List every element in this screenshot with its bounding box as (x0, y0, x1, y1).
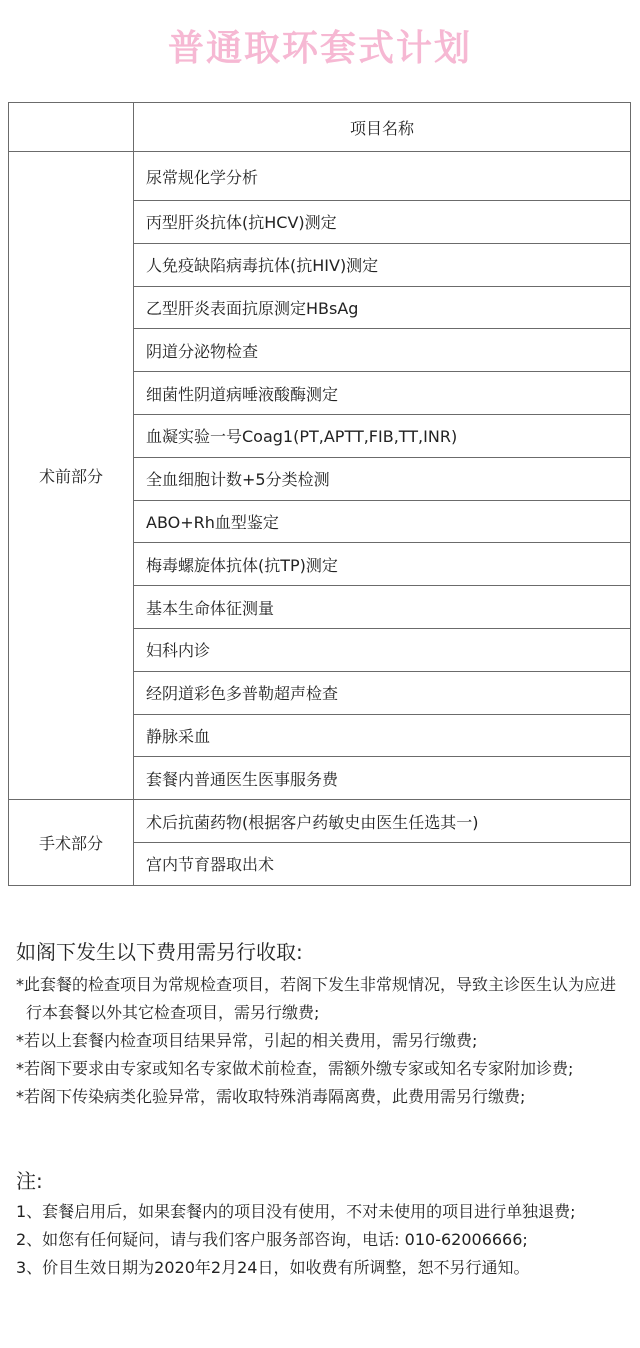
item-name-cell: 宫内节育器取出术 (134, 842, 631, 885)
note-item: 3、价目生效日期为2020年2月24日，如收费有所调整，恕不另行通知。 (16, 1258, 530, 1277)
note-item: 1、套餐启用后，如果套餐内的项目没有使用，不对未使用的项目进行单独退费; (16, 1202, 576, 1221)
item-name-cell: 尿常规化学分析 (134, 152, 631, 201)
item-name-cell: 全血细胞计数+5分类检测 (134, 457, 631, 500)
item-name-cell: 血凝实验一号Coag1(PT,APTT,FIB,TT,INR) (134, 414, 631, 457)
table-header-cell: 项目名称 (134, 103, 631, 152)
item-name-cell: 乙型肝炎表面抗原测定HBsAg (134, 286, 631, 329)
table-body (9, 152, 631, 886)
item-name-cell: 经阴道彩色多普勒超声检查 (134, 671, 631, 714)
extra-fees-heading: 如阁下发生以下费用需另行收取: (16, 940, 303, 964)
table-row (9, 800, 631, 843)
notes-section (16, 1164, 628, 1282)
table-header-row (9, 103, 631, 152)
package-items-table (8, 102, 631, 886)
item-name-cell: 妇科内诊 (134, 628, 631, 671)
section-name-cell: 手术部分 (9, 800, 134, 886)
page-title: 普通取环套式计划 (167, 28, 472, 69)
extra-fee-item: *若阁下传染病类化验异常，需收取特殊消毒隔离费，此费用需另行缴费; (16, 1087, 526, 1106)
notes-heading: 注: (16, 1169, 43, 1193)
item-name-cell: 静脉采血 (134, 714, 631, 757)
extra-fee-item: *若以上套餐内检查项目结果异常，引起的相关费用，需另行缴费; (16, 1031, 478, 1050)
table-header-cell (9, 103, 134, 152)
item-name-cell: 细菌性阴道病唾液酸酶测定 (134, 372, 631, 415)
item-name-cell: 人免疫缺陷病毒抗体(抗HIV)测定 (134, 243, 631, 286)
section-name-cell: 术前部分 (9, 152, 134, 800)
extra-fee-item: *此套餐的检查项目为常规检查项目，若阁下发生非常规情况，导致主诊医生认为应进行本套餐以外其它检查项目，需另行缴费; (16, 975, 617, 1022)
extra-fees-section (16, 933, 628, 1111)
extra-fee-item: *若阁下要求由专家或知名专家做术前检查，需额外缴专家或知名专家附加诊费; (16, 1059, 574, 1078)
item-name-cell: 套餐内普通医生医事服务费 (134, 757, 631, 800)
item-name-cell: ABO+Rh血型鉴定 (134, 500, 631, 543)
item-name-cell: 阴道分泌物检查 (134, 329, 631, 372)
table-row (9, 152, 631, 201)
item-name-cell: 梅毒螺旋体抗体(抗TP)测定 (134, 543, 631, 586)
item-name-cell: 术后抗菌药物(根据客户药敏史由医生任选其一) (134, 800, 631, 843)
item-name-cell: 基本生命体征测量 (134, 586, 631, 629)
note-item: 2、如您有任何疑问，请与我们客户服务部咨询，电话: 010-62006666; (16, 1230, 528, 1249)
item-name-cell: 丙型肝炎抗体(抗HCV)测定 (134, 201, 631, 244)
